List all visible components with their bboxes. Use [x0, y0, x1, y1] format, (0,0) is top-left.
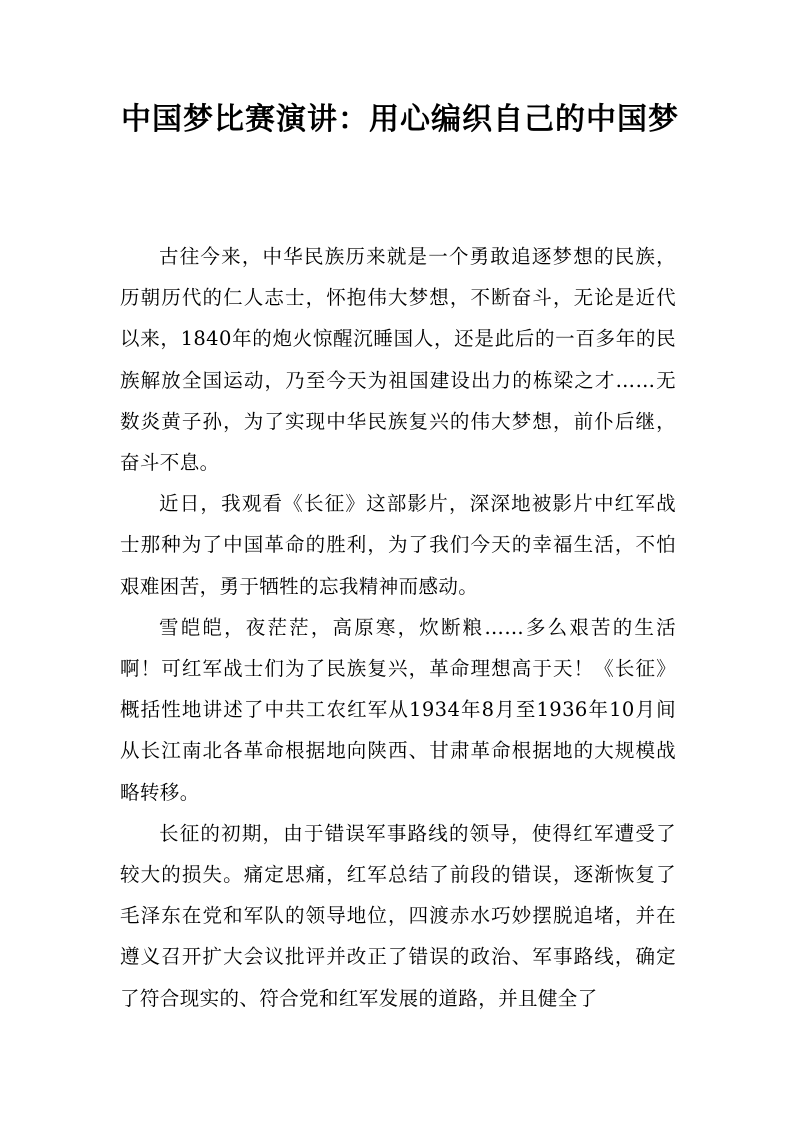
- paragraph-1: 古往今来，中华民族历来就是一个勇敢追逐梦想的民族，历朝历代的仁人志士，怀抱伟大梦想，不断奋斗，无论是近代以来，1840年的炮火惊醒沉睡国人，还是此后的一百多年的民族解放全国运动，乃至今天为祖国建设出力的栋梁之才……无数炎黄子孙，为了实现中华民族复兴的伟大梦想，前仆后继，奋斗不息。: [120, 245, 676, 475]
- document-body: [120, 236, 676, 1019]
- page-title: 中国梦比赛演讲：用心编织自己的中国梦: [121, 102, 679, 137]
- paragraph-2: 近日，我观看《长征》这部影片，深深地被影片中红军战士那种为了中国革命的胜利，为了我们今天的幸福生活，不怕艰难困苦，勇于牺牲的忘我精神而感动。: [120, 492, 676, 598]
- paragraph-3: 雪皑皑，夜茫茫，高原寒，炊断粮……多么艰苦的生活啊！可红军战士们为了民族复兴，革命理想高于天！《长征》概括性地讲述了中共工农红军从1934年8月至1936年10月间从长江南北各革命根据地向陕西、甘肃革命根据地的大规模战略转移。: [120, 615, 676, 804]
- paragraph-4: 长征的初期，由于错误军事路线的领导，使得红军遭受了较大的损失。痛定思痛，红军总结了前段的错误，逐渐恢复了毛泽东在党和军队的领导地位，四渡赤水巧妙摆脱追堵，并在遵义召开扩大会议批评并改正了错误的政治、军事路线，确定了符合现实的、符合党和红军发展的道路，并且健全了: [120, 821, 676, 1010]
